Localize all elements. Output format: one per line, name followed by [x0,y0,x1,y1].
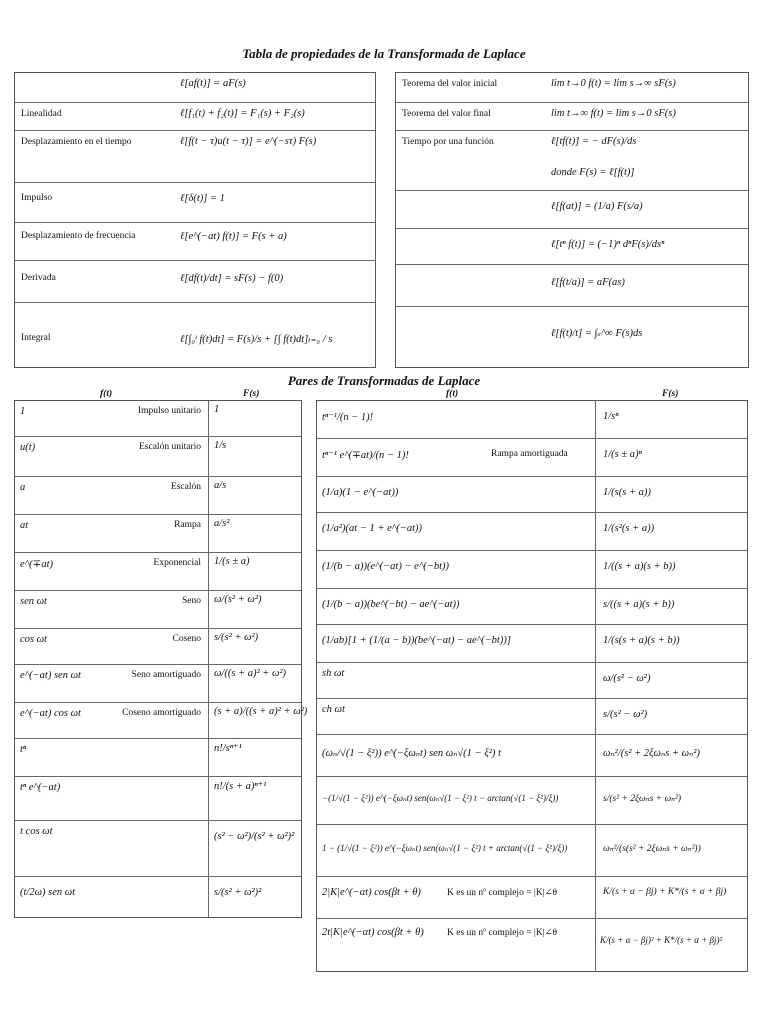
pairs-right-table [316,400,748,972]
pair-fs: (s² − ω²)/(s² + ω²)² [214,831,295,842]
pair-ft: tⁿ⁻¹ e^(∓at)/(n − 1)! [322,450,409,461]
pair-row [15,629,301,665]
pair-name: Escalón [170,482,201,492]
property-formula: ℓ[f₁(t) + f₂(t)] = F₁(s) + F₂(s) [180,108,305,119]
property-formula: ℓ[f(t/a)] = aF(as) [551,277,625,288]
pair-fs: 1/(s²(s + a)) [603,523,655,534]
property-row [15,303,375,369]
pair-ft: (1/a)(1 − e^(−at)) [322,487,399,498]
pair-row [317,777,747,825]
property-formula: ℓ[e^(−at) f(t)] = F(s + a) [180,231,287,242]
pair-fs: s/((s + a)(s + b)) [603,599,675,610]
property-row [396,307,748,369]
property-row [396,265,748,307]
pair-row [317,735,747,777]
property-label: Teorema del valor inicial [402,79,498,89]
property-row [396,131,748,191]
pair-ft: (ωₙ/√(1 − ξ²)) e^(−ξωₙt) sen ωₙ√(1 − ξ²) t [322,748,501,759]
property-formula: ℓ[tⁿ f(t)] = (−1)ⁿ dⁿF(s)/dsⁿ [551,239,665,250]
property-label: Linealidad [21,109,62,119]
pair-fs: K/(s + α − βj) + K*/(s + α + βj) [603,887,727,897]
pair-row [15,515,301,553]
pair-row [15,401,301,437]
property-row [15,103,375,131]
property-formula: ℓ[δ(t)] = 1 [180,193,225,204]
pair-ft: 1 [20,406,26,417]
pair-row [15,477,301,515]
property-formula: lim t→∞ f(t) = lim s→0 sF(s) [551,108,676,119]
pair-row [317,401,747,439]
pair-ft: (1/(b − a))(be^(−bt) − ae^(−at)) [322,599,460,610]
pair-row [317,589,747,625]
pair-ft: (1/a²)(at − 1 + e^(−at)) [322,523,422,534]
pair-ft: 1 − (1/√(1 − ξ²)) e^(−ξωₙt) sen(ωₙ√(1 − ξ²) t + arctan(√(1 − ξ²)/ξ)) [322,843,568,853]
pair-fs: 1/s [214,440,227,451]
pair-ft: 2t|K|e^(−αt) cos(βt + θ) [322,927,424,938]
property-formula: ℓ[df(t)/dt] = sF(s) − f(0) [180,273,284,284]
pair-ft: cos ωt [20,634,47,645]
pair-name: Rampa [174,520,201,530]
pair-fs: a/s² [214,518,230,529]
pair-ft: a [20,482,26,493]
pair-row [15,553,301,591]
pair-ft: tⁿ⁻¹/(n − 1)! [322,412,374,423]
pairs-left-table [14,400,308,918]
property-formula: ℓ[f(t − τ)u(t − τ)] = e^(−sτ) F(s) [180,136,317,147]
pair-fs: ωₙ²/(s(s² + 2ξωₙs + ωₙ²)) [603,844,701,854]
property-row [15,131,375,183]
pair-row [317,919,747,973]
pair-ft: tⁿ [20,744,27,755]
properties-left-table [14,72,376,368]
pair-fs: (s + a)/((s + a)² + ω²) [214,706,308,717]
pair-ft: −(1/√(1 − ξ²)) e^(−ξωₙt) sen(ωₙ√(1 − ξ²) t − arctan(√(1 − ξ²)/ξ)) [322,793,559,803]
property-label: Integral [21,333,51,343]
pair-name: Coseno [172,634,201,644]
pair-note: K es un nº complejo = |K|∠θ [447,888,558,898]
properties-right-table [395,72,749,368]
pair-ft: (1/(b − a))(e^(−at) − e^(−bt)) [322,561,449,572]
pair-name: Rampa amortiguada [491,449,568,459]
pair-name: Exponencial [153,558,201,568]
pair-name: Seno amortiguado [131,670,201,680]
col-header-fs: F(s) [662,389,679,399]
pair-ft: e^(−at) sen ωt [20,670,81,681]
property-row [15,73,375,103]
pair-row [317,439,747,477]
property-label: Tiempo por una función [402,137,494,147]
col-header-ft: f(t) [446,389,459,399]
pair-fs: s/(s² − ω²) [603,709,648,720]
pair-fs: 1/(s ± a)ⁿ [603,449,642,460]
col-header-ft: f(t) [100,389,113,399]
property-formula: lim t→0 f(t) = lim s→∞ sF(s) [551,78,676,89]
property-formula-note: donde F(s) = ℓ[f(t)] [551,167,635,178]
pair-ft: tⁿ e^(−at) [20,782,61,793]
property-label: Desplazamiento en el tiempo [21,137,132,147]
property-label: Impulso [21,193,53,203]
pair-row [15,591,301,629]
pair-ft: e^(−at) cos ωt [20,708,81,719]
pair-fs: 1/sⁿ [603,411,619,422]
pair-row [317,825,747,877]
pair-note: K es un nº complejo = |K|∠θ [447,928,558,938]
pair-name: Seno [182,596,201,606]
properties-title: Tabla de propiedades de la Transformada de Laplace [242,46,526,61]
pair-ft: ch ωt [322,704,345,715]
pair-row [15,821,301,877]
pair-row [317,551,747,589]
pair-row [15,437,301,477]
property-formula: ℓ[∫₀ᵗ f(t)dt] = F(s)/s + [∫ f(t)dt]ₜ₌₀ / s [180,334,333,345]
pair-fs: n!/sⁿ⁺¹ [214,743,242,754]
pair-ft: 2|K|e^(−αt) cos(βt + θ) [322,887,421,898]
property-row [15,223,375,261]
pair-fs: s/(s² + 2ξωₙs + ωₙ²) [603,794,682,804]
property-formula: ℓ[af(t)] = aF(s) [180,78,246,89]
pairs-title: Pares de Transformadas de Laplace [287,373,481,388]
property-row [15,261,375,303]
pair-fs: ω/(s² + ω²) [214,594,262,605]
property-formula: ℓ[f(at)] = (1/a) F(s/a) [551,201,643,212]
pair-row [317,477,747,513]
pair-row [317,699,747,735]
pair-fs: 1/(s ± a) [214,556,250,567]
pair-name: Escalón unitario [139,442,201,452]
pair-ft: sen ωt [20,596,47,607]
pair-fs: K/(s + α − βj)² + K*/(s + α + βj)² [600,935,723,945]
pair-fs: ωₙ²/(s² + 2ξωₙs + ωₙ²) [603,748,700,759]
pair-fs: ω/(s² − ω²) [603,673,651,684]
pair-fs: 1/(s(s + a)) [603,487,651,498]
property-row [396,191,748,229]
pair-row [15,877,301,919]
pair-name: Impulso unitario [137,406,201,416]
pair-ft: sh ωt [322,668,345,679]
pair-row [15,703,308,739]
col-header-fs: F(s) [243,389,260,399]
pair-ft: e^(∓at) [20,559,54,570]
property-row [15,183,375,223]
property-row [396,103,748,131]
pair-row [317,625,747,663]
pair-fs: a/s [214,480,227,491]
pair-fs: 1/((s + a)(s + b)) [603,561,676,572]
property-row [396,229,748,265]
property-label: Derivada [21,273,56,283]
property-row [396,73,748,103]
pair-ft: at [20,520,29,531]
pair-ft: (1/ab)[1 + (1/(a − b))(be^(−at) − ae^(−bt))] [322,635,511,646]
pair-fs: s/(s² + ω²)² [214,887,262,898]
property-label: Teorema del valor final [402,109,491,119]
pair-fs: 1/(s(s + a)(s + b)) [603,635,680,646]
pair-ft: u(t) [20,442,36,453]
pair-row [317,663,747,699]
pair-fs: ω/((s + a)² + ω²) [214,668,287,679]
pair-fs: s/(s² + ω²) [214,632,259,643]
pair-row [15,739,301,777]
pair-fs: n!/(s + a)ⁿ⁺¹ [214,781,267,792]
pair-name: Coseno amortiguado [122,708,201,718]
pair-row [15,777,301,821]
pair-row [317,513,747,551]
property-formula: ℓ[f(t)/t] = ∫ₛ^∞ F(s)ds [551,328,643,339]
pair-row [15,665,301,703]
property-formula: ℓ[tf(t)] = − dF(s)/ds [551,136,637,147]
pair-row [317,877,747,919]
pair-ft: t cos ωt [20,826,53,837]
property-label: Desplazamiento de frecuencia [21,231,136,241]
pair-fs: 1 [214,404,220,415]
pair-ft: (t/2ω) sen ωt [20,887,76,898]
